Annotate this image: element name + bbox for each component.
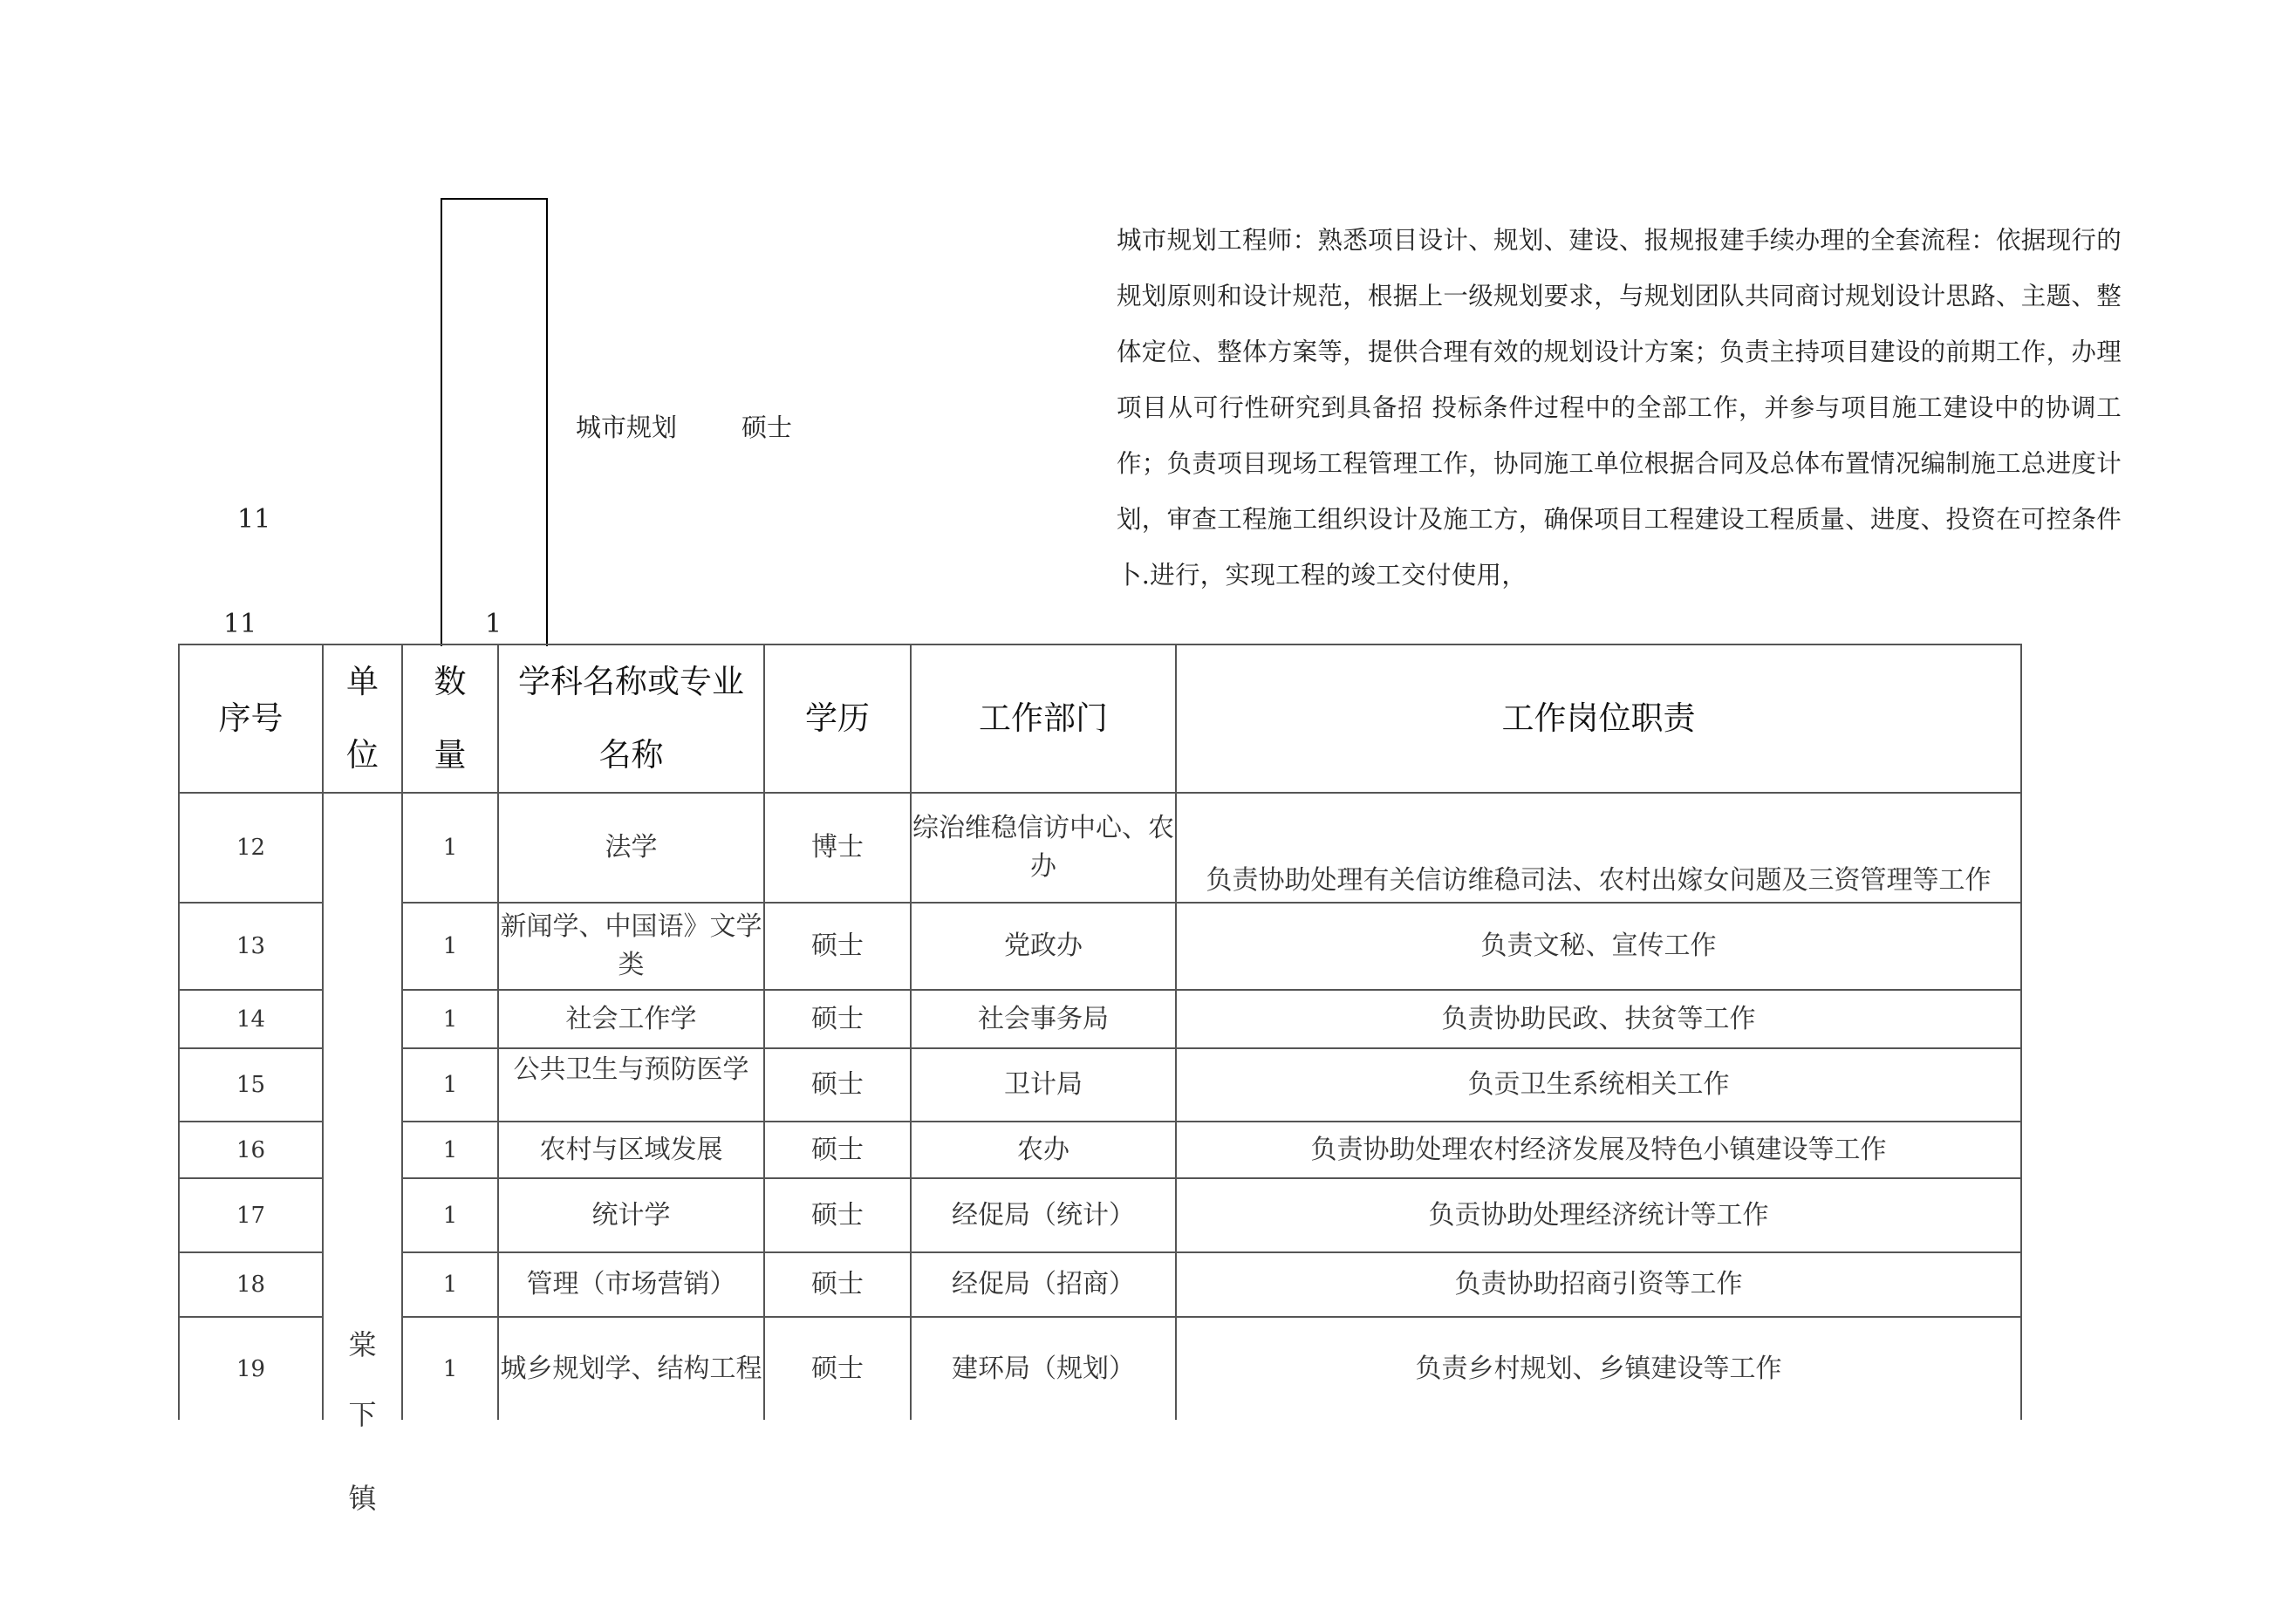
cell-dept: 社会事务局 xyxy=(911,990,1176,1048)
cell-count: 1 xyxy=(402,1178,498,1252)
cell-major: 法学 xyxy=(498,793,764,903)
cell-dept: 党政办 xyxy=(911,903,1176,990)
cell-unit xyxy=(323,793,402,1515)
cell-seq: 14 xyxy=(179,990,323,1048)
header-count: 数 量 xyxy=(402,644,498,793)
cell-degree: 硕士 xyxy=(764,1122,911,1178)
cell-duty: 负贡协助处理经济统计等工作 xyxy=(1176,1178,2021,1252)
cell-major: 新闻学、中国语》文学类 xyxy=(498,903,764,990)
cell-count: 1 xyxy=(402,1317,498,1420)
cell-duty: 负贡卫生系统相关工作 xyxy=(1176,1048,2021,1122)
fragment-count: 1 xyxy=(485,609,502,639)
cell-seq: 12 xyxy=(179,793,323,903)
fragment-degree: 硕士 xyxy=(741,413,793,442)
table-row xyxy=(179,990,2021,1048)
fragment-duties: 城市规划工程师：熟悉项目设计、规划、建设、报规报建手续办理的全套流程：依据现行的规划原则和设计规范，根据上一级规划要求，与规划团队共同商讨规划设计思路、主题、整体定位、整体方案等，提供合理有效的规划设计方案；负责主持项目建设的前期工作，办理项目从可行性研究到具备招 投标条件过程中的全部工作，并参与项目施工建设中的协调工作；负责项目现场工程管理工作，协同施工单位根据合同及总体布置情况编制施工总进度计划，审查工程施工组织设计及施工方，确保项目工程建设工程质量、进度、投资在可控条件卜.进行，实现工程的竣工交付使用， xyxy=(1117,226,2122,590)
cell-count: 1 xyxy=(402,990,498,1048)
cell-count: 1 xyxy=(402,903,498,990)
cell-duty: 负责协助处理有关信访维稳司法、农村出嫁女问题及三资管理等工作 xyxy=(1176,793,2021,903)
cell-duty: 负责协助招商引资等工作 xyxy=(1176,1252,2021,1317)
header-dept: 工作部门 xyxy=(911,644,1176,793)
cell-count: 1 xyxy=(402,1252,498,1317)
header-degree: 学历 xyxy=(764,644,911,793)
cell-seq: 19 xyxy=(179,1317,323,1420)
cell-major: 城乡规划学、结构工程 xyxy=(498,1317,764,1420)
positions-table xyxy=(178,644,2022,1515)
cell-duty: 负责文秘、宣传工作 xyxy=(1176,903,2021,990)
cell-major: 社会工作学 xyxy=(498,990,764,1048)
table-row xyxy=(179,793,2021,903)
table-row xyxy=(179,1048,2021,1122)
cell-major: 统计学 xyxy=(498,1178,764,1252)
cell-degree: 硕士 xyxy=(764,1178,911,1252)
cell-major: 农村与区域发展 xyxy=(498,1122,764,1178)
fragment-count-cell-border xyxy=(441,198,548,646)
table-row xyxy=(179,903,2021,990)
unit-char: 棠 xyxy=(348,1328,377,1361)
cell-dept: 农办 xyxy=(911,1122,1176,1178)
table-row xyxy=(179,1252,2021,1317)
unit-char: 下 xyxy=(348,1398,377,1431)
table-header-row xyxy=(179,644,2021,793)
cell-degree: 硕士 xyxy=(764,903,911,990)
cell-seq: 16 xyxy=(179,1122,323,1178)
cell-dept: 经促局（招商） xyxy=(911,1252,1176,1317)
cell-dept: 卫计局 xyxy=(911,1048,1176,1122)
cell-count: 1 xyxy=(402,1048,498,1122)
fragment-seq-b: 11 xyxy=(223,609,257,639)
fragment-major: 城市规划 xyxy=(576,413,678,442)
header-major: 学科名称或专业 名称 xyxy=(498,644,764,793)
cell-count: 1 xyxy=(402,793,498,903)
cell-degree: 硕士 xyxy=(764,990,911,1048)
cell-dept: 综治维稳信访中心、农办 xyxy=(911,793,1176,903)
table-row xyxy=(179,1122,2021,1178)
cell-seq: 13 xyxy=(179,903,323,990)
fragment-seq-a: 11 xyxy=(237,504,271,535)
cell-degree: 硕士 xyxy=(764,1252,911,1317)
cell-degree: 博士 xyxy=(764,793,911,903)
cell-count: 1 xyxy=(402,1122,498,1178)
header-unit: 单 位 xyxy=(323,644,402,793)
cell-major: 管理（市场营销） xyxy=(498,1252,764,1317)
table-row xyxy=(179,1317,2021,1420)
table-row xyxy=(179,1178,2021,1252)
cell-seq: 18 xyxy=(179,1252,323,1317)
cell-seq: 17 xyxy=(179,1178,323,1252)
cell-degree: 硕士 xyxy=(764,1317,911,1420)
cell-seq: 15 xyxy=(179,1048,323,1122)
cell-degree: 硕士 xyxy=(764,1048,911,1122)
cell-dept: 建环局（规划） xyxy=(911,1317,1176,1420)
cell-major: 公共卫生与预防医学 xyxy=(498,1048,764,1122)
unit-char: 镇 xyxy=(348,1482,377,1515)
header-seq: 序号 xyxy=(179,644,323,793)
cell-duty: 负责乡村规划、乡镇建设等工作 xyxy=(1176,1317,2021,1420)
cell-dept: 经促局（统计） xyxy=(911,1178,1176,1252)
header-duty: 工作岗位职责 xyxy=(1176,644,2021,793)
cell-duty: 负责协助处理农村经济发展及特色小镇建设等工作 xyxy=(1176,1122,2021,1178)
cell-duty: 负责协助民政、扶贫等工作 xyxy=(1176,990,2021,1048)
